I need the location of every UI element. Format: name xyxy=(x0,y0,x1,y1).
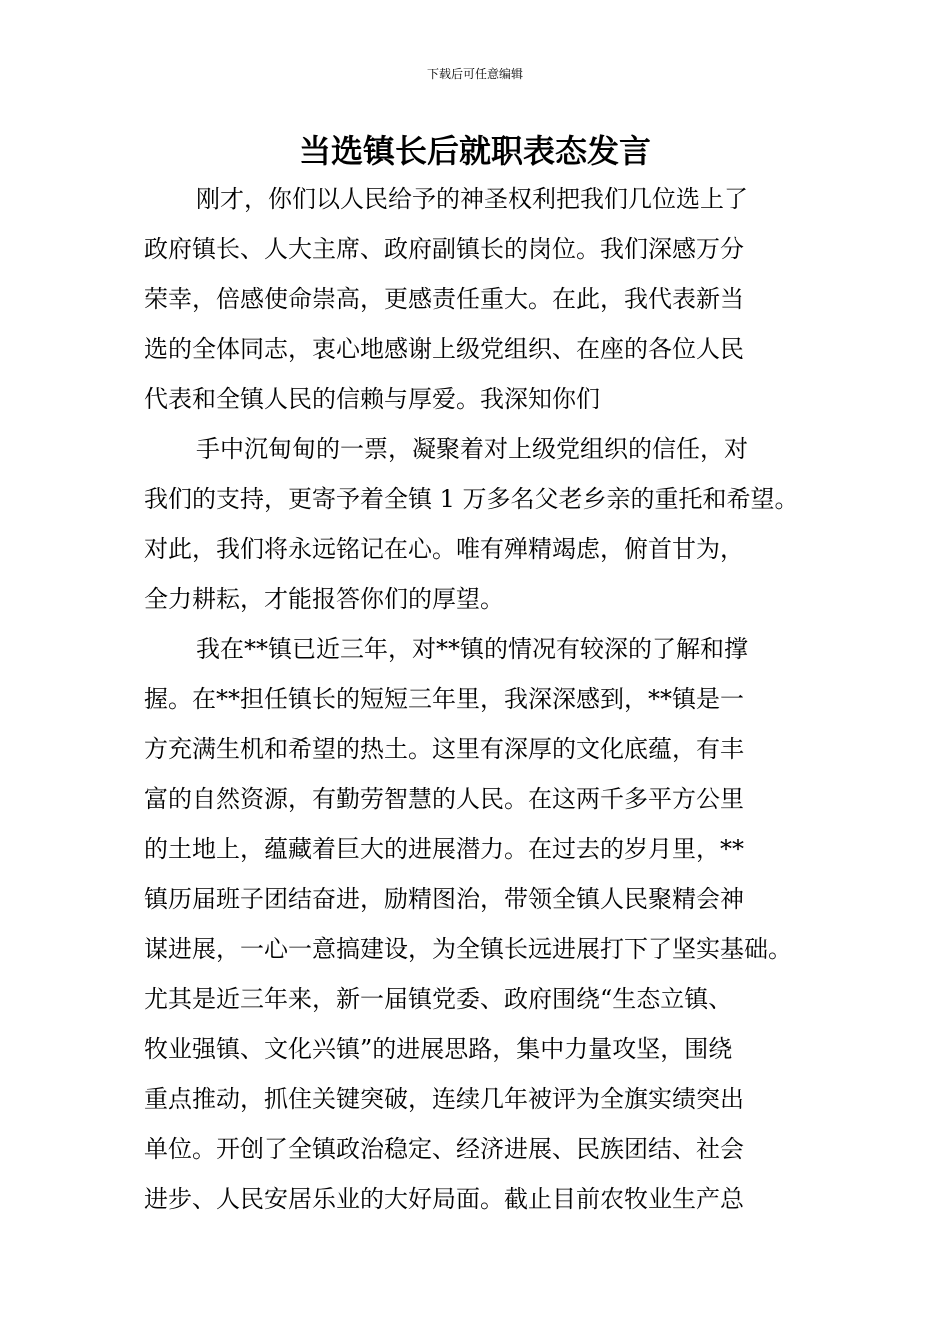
paragraph-3 xyxy=(144,624,828,1224)
text-line: 牧业强镇、文化兴镇”的进展思路，集中力量攻坚，围绕 xyxy=(144,1035,733,1063)
header-note: 下载后可任意编辑 xyxy=(426,67,523,81)
document-title: 当选镇长后就职表态发言 xyxy=(298,132,651,170)
text-line: 我在**镇已近三年，对**镇的情况有较深的了解和撑 xyxy=(196,635,748,663)
text-line: 富的自然资源，有勤劳智慧的人民。在这两千多平方公里 xyxy=(144,785,744,813)
text-line: 方充满生机和希望的热土。这里有深厚的文化底蕴，有丰 xyxy=(144,735,744,763)
text-line: 对此，我们将永远铭记在心。唯有殚精竭虑，俯首甘为， xyxy=(144,535,744,563)
text-line: 选的全体同志，衷心地感谢上级党组织、在座的各位人民 xyxy=(144,335,744,363)
text-line: 荣幸，倍感使命崇高，更感责任重大。在此，我代表新当 xyxy=(144,285,744,313)
text-line: 进步、人民安居乐业的大好局面。截止目前农牧业生产总 xyxy=(144,1185,744,1213)
text-line: 我们的支持，更寄予着全镇 1 万多名父老乡亲的重托和希望。 xyxy=(144,485,799,513)
document-body xyxy=(144,174,828,1224)
text-line: 政府镇长、人大主席、政府副镇长的岗位。我们深感万分 xyxy=(144,235,744,263)
text-line: 尤其是近三年来，新一届镇党委、政府围绕“生态立镇、 xyxy=(144,985,733,1013)
text-line: 刚才，你们以人民给予的神圣权利把我们几位选上了 xyxy=(196,185,748,213)
text-line: 全力耕耘，才能报答你们的厚望。 xyxy=(144,585,504,613)
text-line: 单位。开创了全镇政治稳定、经济进展、民族团结、社会 xyxy=(144,1135,744,1163)
paragraph-2 xyxy=(144,424,828,624)
text-line: 握。在**担任镇长的短短三年里，我深深感到，**镇是一 xyxy=(144,685,744,713)
text-line: 代表和全镇人民的信赖与厚爱。我深知你们 xyxy=(144,385,600,413)
text-line: 谋进展，一心一意搞建设，为全镇长远进展打下了坚实基础。 xyxy=(144,935,792,963)
text-line: 的土地上，蕴藏着巨大的进展潜力。在过去的岁月里，** xyxy=(144,835,744,863)
text-line: 镇历届班子团结奋进，励精图治，带领全镇人民聚精会神 xyxy=(144,885,744,913)
paragraph-1 xyxy=(144,174,828,424)
text-line: 手中沉甸甸的一票，凝聚着对上级党组织的信任，对 xyxy=(196,435,748,463)
text-line: 重点推动，抓住关键突破，连续几年被评为全旗实绩突出 xyxy=(144,1085,744,1113)
